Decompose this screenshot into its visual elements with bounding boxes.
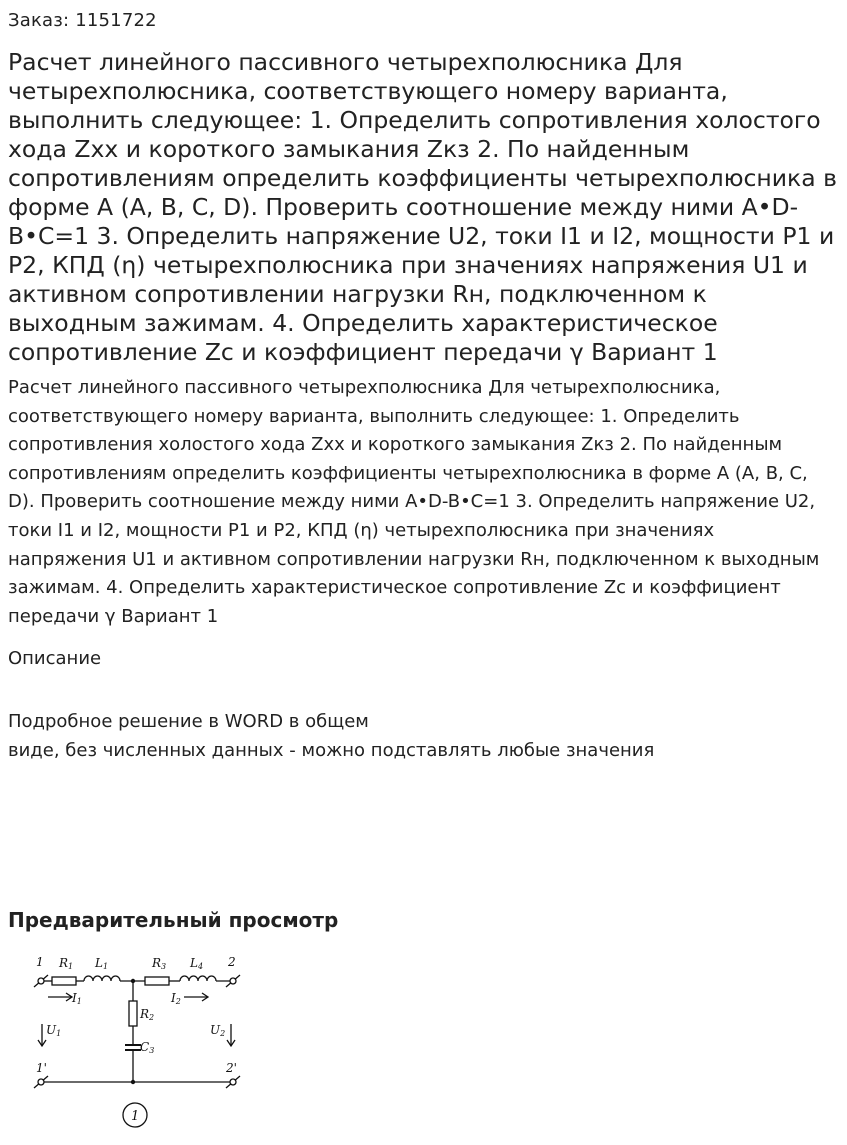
label-c3: C3 [140,1040,155,1055]
label-r3: R3 [152,956,167,971]
resistor-r1 [52,977,76,985]
junction-dot [131,1080,135,1084]
label-terminal-2: 2 [228,955,236,969]
description-line: виде, без численных данных - можно подставлять любые значения [8,739,655,761]
page-title: Расчет линейного пассивного четырехполюсника Для четырехполюсника, соответствующего номеру варианта, выполнить следующее: 1. Определить сопротивления холостого хода Zхх и короткого замыкания Zкз 2. По найденным сопротивлениям определить коэффициенты четырехполюсника в форме А (А, В, С, D). Проверить соотношение между ними A•D-B•C=1 3. Определить напряжение U2, токи I1 и I2, мощности Р1 и Р2, КПД (η) четырехполюсника при значениях напряжения U1 и активном сопротивлении нагрузки Rн, подключенном к выходным зажимам. 4. Определить характеристическое сопротивление Zс и коэффициент передачи γ Вариант 1 [8,48,837,366]
preview-heading: Предварительный просмотр [8,908,339,932]
label-variant-number: 1 [131,1109,140,1124]
label-terminal-1: 1 [36,955,44,969]
inductor-l4 [180,976,216,981]
label-i2: I2 [171,991,181,1006]
order-number: Заказ: 1151722 [8,10,157,31]
label-l4: L4 [190,956,204,971]
label-r2: R2 [140,1007,155,1022]
label-l1: L1 [95,956,109,971]
terminal-1 [38,978,44,984]
resistor-r2 [129,1001,137,1026]
label-u2: U2 [210,1023,226,1038]
label-u1: U1 [46,1023,62,1038]
label-terminal-2-prime: 2' [226,1061,237,1075]
terminal-1-prime [38,1079,44,1085]
terminal-2 [230,978,236,984]
inductor-l1 [84,976,120,981]
description-text [8,708,654,765]
description-label: Описание [8,648,102,669]
description-line: Подробное решение в WORD в общем [8,711,369,732]
resistor-r3 [145,977,169,985]
label-r1: R1 [59,956,74,971]
terminal-2-prime [230,1079,236,1085]
circuit-diagram [28,948,258,1138]
label-i1: I1 [72,991,82,1006]
task-description: Расчет линейного пассивного четырехполюсника Для четырехполюсника, соответствующего номеру варианта, выполнить следующее: 1. Определить сопротивления холостого хода Zхх и короткого замыкания Zкз 2. По найденным сопротивлениям определить коэффициенты четырехполюсника в форме А (А, В, С, D). Проверить соотношение между ними A•D-B•C=1 3. Определить напряжение U2, токи I1 и I2, мощности Р1 и Р2, КПД (η) четырехполюсника при значениях напряжения U1 и активном сопротивлении нагрузки Rн, подключенном к выходным зажимам. 4. Определить характеристическое сопротивление Zс и коэффициент передачи γ Вариант 1 [8,377,820,627]
junction-dot [131,979,135,983]
label-terminal-1-prime: 1' [36,1061,47,1075]
